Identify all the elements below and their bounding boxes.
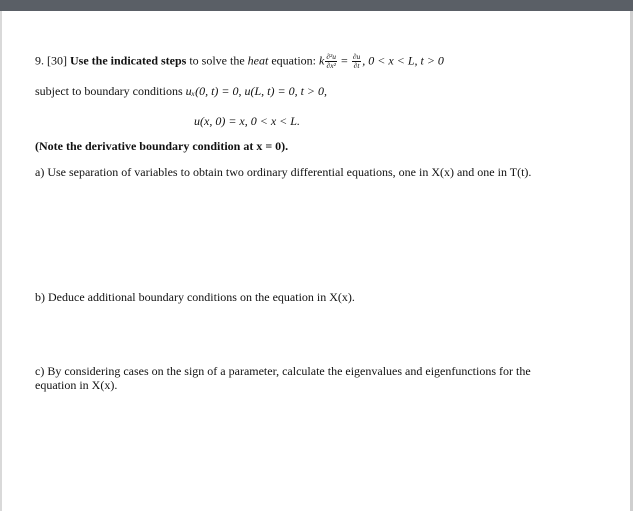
pde-rhs-denominator: ∂t [353,61,360,70]
problem-statement [35,53,444,70]
part-a-text: a) Use separation of variables to obtain two ordinary differential equations, one in X(x) and one in T(t). [35,165,532,179]
boundary-conditions [35,84,327,98]
part-c-text-2: equation in X(x). [35,378,118,392]
part-c-text-1: c) By considering cases on the sign of a parameter, calculate the eigenvalues and eigenfunctions for the [35,364,531,378]
derivative-note [35,139,288,153]
problem-points: [30] [47,53,67,68]
pde-lhs-denominator: ∂x² [326,61,336,70]
initial-condition [194,114,300,128]
bc-conditions: uₓ(0, t) = 0, u(L, t) = 0, t > 0, [185,84,328,98]
equation-word: equation: [268,53,319,68]
part-c-line-2 [35,378,117,392]
note-text: (Note the derivative boundary condition at x = 0). [35,139,289,153]
left-edge [0,11,2,511]
problem-number: 9. [35,53,44,68]
part-c-line-1 [35,364,531,378]
problem-lead-rest: to solve the [186,53,248,68]
pde-lhs-fraction [325,53,337,70]
pde-domain: , 0 < x < L, t > 0 [362,53,444,68]
pde-equals: = [338,53,351,68]
bc-intro: subject to boundary conditions [35,84,186,98]
pde-rhs-numerator: ∂u [352,52,361,61]
pde-lhs-numerator: ∂²u [326,52,337,61]
ic-condition: u(x, 0) = x, 0 < x < L. [194,114,300,128]
pde-rhs-fraction [352,53,361,70]
part-b-text: b) Deduce additional boundary conditions on the equation in X(x). [35,290,355,304]
heat-word: heat [247,53,269,68]
pde-k: k [319,53,325,68]
part-b [35,290,355,304]
top-bar [0,0,633,11]
part-a [35,165,531,179]
problem-bold-lead: Use the indicated steps [70,53,187,68]
